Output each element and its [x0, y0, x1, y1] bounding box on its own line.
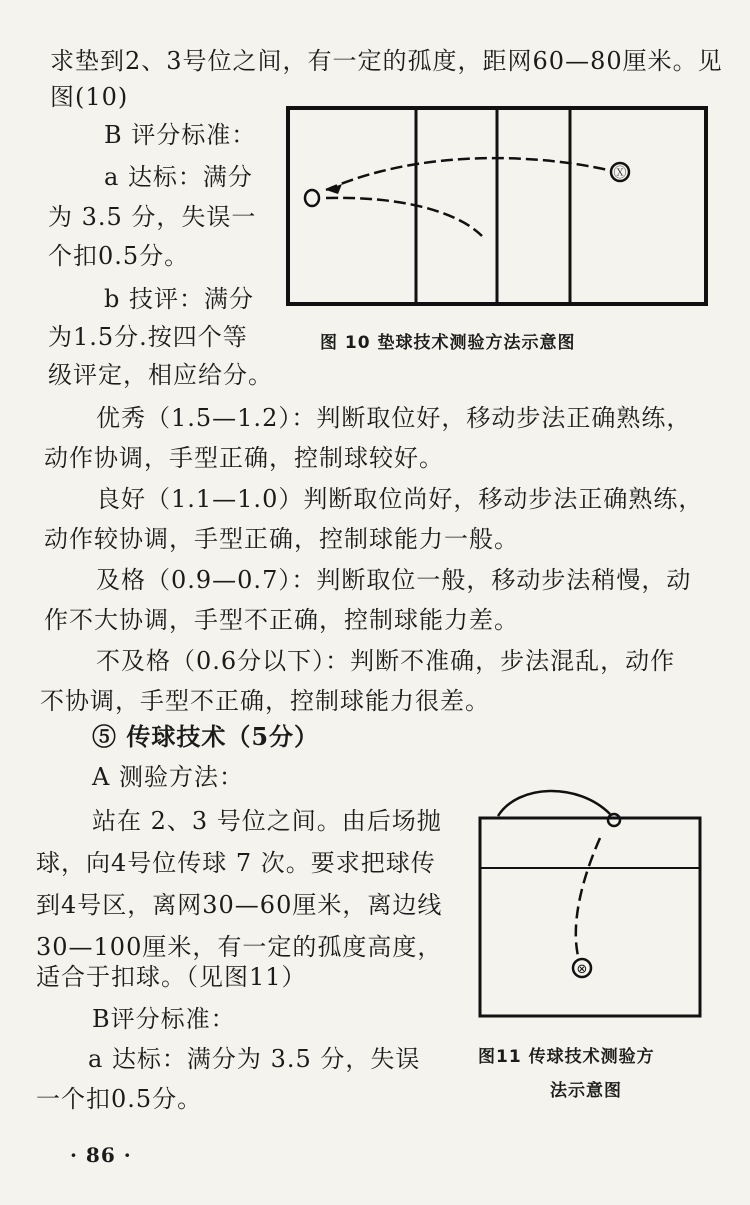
body-text-line: 不协调，手型不正确，控制球能力很差。: [40, 687, 490, 715]
body-text-line: 动作较协调，手型正确，控制球能力一般。: [44, 525, 519, 553]
body-text-line: b 技评：满分: [104, 285, 254, 313]
body-text-line: 到4号区，离网30—60厘米，离边线: [36, 891, 443, 919]
body-text-line: 为 3.5 分，失误一: [48, 203, 257, 231]
figure-10-diagram: [286, 106, 710, 306]
body-text-line: 优秀（1.5—1.2）：判断取位好，移动步法正确熟练，: [96, 404, 692, 432]
figure-11-diagram: [478, 788, 704, 1020]
body-text-line: a 达标：满分为 3.5 分，失误: [88, 1045, 421, 1073]
body-text-line: 求垫到2、3号位之间，有一定的孤度，距网60—80厘米。见: [50, 47, 723, 75]
body-text-line: 为1.5分.按四个等: [48, 323, 248, 351]
body-text-line: 作不大协调，手型不正确，控制球能力差。: [44, 606, 519, 634]
body-text-line: a 达标：满分: [104, 163, 253, 191]
figure-11-caption: 图11 传球技术测验方: [478, 1047, 655, 1067]
subheading-scoring: B评分标准：: [92, 1005, 236, 1033]
body-text-line: 站在 2、3 号位之间。由后场抛: [92, 807, 442, 835]
page-number: · 86 ·: [70, 1143, 132, 1167]
body-text-line: 球，向4号位传球 7 次。要求把球传: [36, 849, 436, 877]
body-text-line: 一个扣0.5分。: [36, 1085, 203, 1113]
body-text-line: 良好（1.1—1.0）判断取位尚好，移动步法正确熟练，: [96, 485, 704, 513]
player-x-marker: Ⓧ: [613, 166, 627, 181]
body-text-line: 不及格（0.6分以下）：判断不准确，步法混乱，动作: [96, 647, 676, 675]
body-text-line: 个扣0.5分。: [48, 242, 190, 270]
subheading-method: A 测验方法：: [92, 763, 244, 791]
figure-11-caption: 法示意图: [550, 1081, 622, 1101]
body-text-line: 图(10): [50, 83, 129, 111]
body-text-line: 适合于扣球。（见图11）: [36, 963, 307, 991]
subheading-scoring: B 评分标准：: [104, 121, 257, 149]
body-text-line: 及格（0.9—0.7）：判断取位一般，移动步法稍慢，动: [96, 566, 692, 594]
body-text-line: 30—100厘米，有一定的孤度高度，: [36, 933, 443, 961]
body-text-line: 级评定，相应给分。: [48, 361, 273, 389]
body-text-line: 动作协调，手型正确，控制球较好。: [44, 444, 444, 472]
section-heading: ⑤ 传球技术（5分）: [92, 722, 320, 751]
player-x-marker: ⊗: [576, 962, 588, 977]
figure-10-caption: 图 10 垫球技术测验方法示意图: [320, 333, 576, 353]
